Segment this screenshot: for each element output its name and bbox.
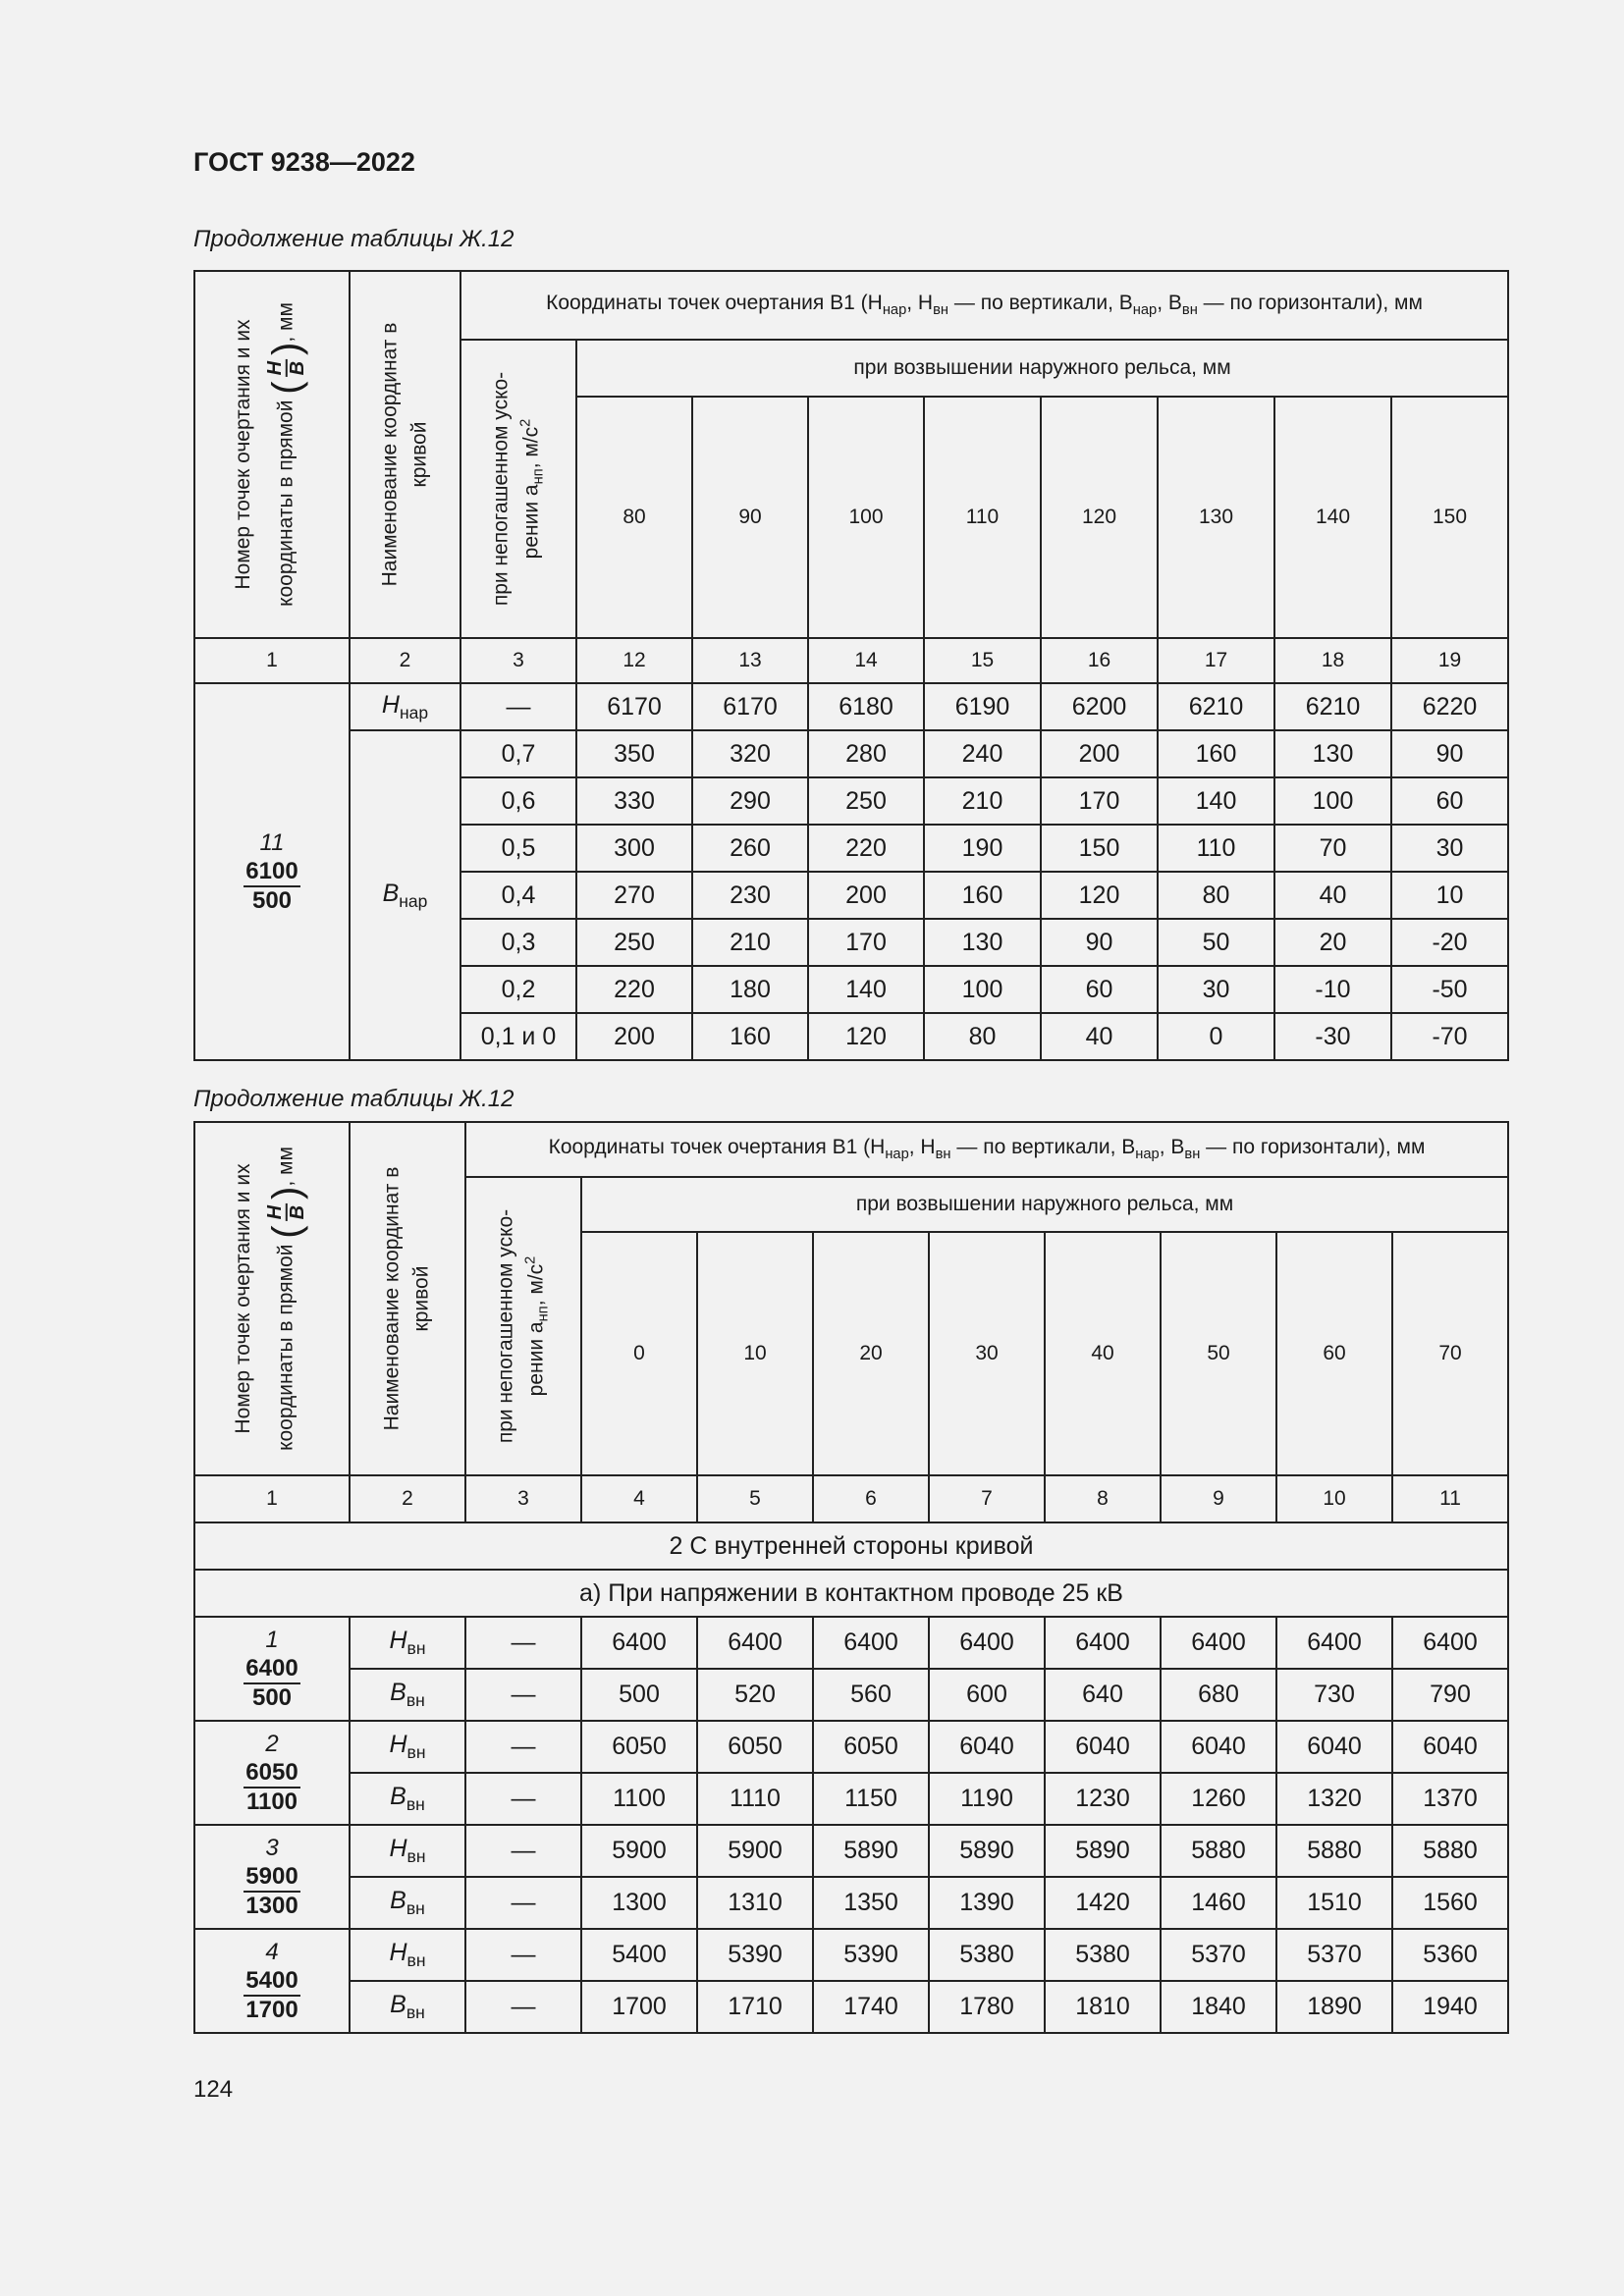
t1-b-value: 80 — [924, 1013, 1041, 1060]
t2-h-value: 6400 — [929, 1617, 1045, 1669]
t1-h-value: 6220 — [1391, 683, 1508, 730]
t1-b-value: 140 — [1158, 777, 1274, 825]
t1-h-accel: — — [460, 683, 576, 730]
t2-point-cell — [194, 1721, 350, 1825]
t2-subsection-title: а) При напряжении в контактном проводе 25 кВ — [194, 1570, 1508, 1617]
t1-elevation-5: 130 — [1158, 397, 1274, 638]
t1-col-number-7: 16 — [1041, 638, 1158, 683]
t2-hdr-point-coords: Номер точек очертания и их координаты в прямой ( H B ), мм — [194, 1122, 350, 1475]
t2-hdr-col1-line1: Номер точек очертания и их — [231, 1163, 254, 1434]
t1-b-value: 110 — [1158, 825, 1274, 872]
t1-b-value: 20 — [1274, 919, 1391, 966]
t1-b-value: 230 — [692, 872, 808, 919]
t2-h-accel: — — [465, 1721, 581, 1773]
t2-elevation-5: 50 — [1161, 1232, 1276, 1475]
page-number: 124 — [193, 2076, 234, 2103]
t2-b-value: 1840 — [1161, 1981, 1276, 2033]
t2-b-value: 1310 — [697, 1877, 813, 1929]
t1-b-value: 120 — [1041, 872, 1158, 919]
table-row — [194, 1721, 1508, 1773]
t2-h-accel: — — [465, 1617, 581, 1669]
t2-b-value: 1700 — [581, 1981, 697, 2033]
table-row — [194, 1773, 1508, 1825]
t2-h-value: 6040 — [1276, 1721, 1392, 1773]
table-row — [194, 1669, 1508, 1721]
t1-col-number-0: 1 — [194, 638, 350, 683]
t2-coord-b-letter: В — [390, 1991, 406, 2018]
t1-point-no: 11 — [259, 828, 285, 856]
t1-b-value: 0 — [1158, 1013, 1274, 1060]
t2-h-value: 5390 — [813, 1929, 929, 1981]
t1-b-value: 330 — [576, 777, 692, 825]
t2-coord-h-sub: вн — [406, 1742, 426, 1762]
t2-h-value: 6400 — [1161, 1617, 1276, 1669]
t2-b-value: 640 — [1045, 1669, 1161, 1721]
t2-b-value: 1560 — [1392, 1877, 1508, 1929]
t1-h-value: 6170 — [692, 683, 808, 730]
t1-b-value: 40 — [1274, 872, 1391, 919]
t2-coord-h-letter: Н — [389, 1731, 407, 1758]
t2-h-value: 5880 — [1276, 1825, 1392, 1877]
t2-point-cell — [194, 1825, 350, 1929]
t1-b-value: 150 — [1041, 825, 1158, 872]
t1-b-value: 90 — [1041, 919, 1158, 966]
t2-h-value: 6400 — [1045, 1617, 1161, 1669]
t2-col-number-3: 4 — [581, 1475, 697, 1522]
t2-h-value: 5900 — [581, 1825, 697, 1877]
t2-b-accel: — — [465, 1981, 581, 2033]
t1-b-value: 200 — [1041, 730, 1158, 777]
t2-b-value: 730 — [1276, 1669, 1392, 1721]
t2-section-title: 2 С внутренней стороны кривой — [194, 1522, 1508, 1570]
table1-caption: Продолжение таблицы Ж.12 — [193, 226, 514, 252]
t1-hdr-rail: при возвышении наружного рельса, мм — [576, 340, 1508, 397]
t1-b-value: 130 — [924, 919, 1041, 966]
t1-col-number-5: 14 — [808, 638, 924, 683]
t2-point-no: 1 — [265, 1626, 279, 1653]
t1-b-value: 60 — [1041, 966, 1158, 1013]
t1-b-value: 350 — [576, 730, 692, 777]
t2-coord-h-sub: вн — [406, 1638, 426, 1658]
t2-h-accel: — — [465, 1929, 581, 1981]
t1-accel: 0,5 — [460, 825, 576, 872]
t2-elevation-2: 20 — [813, 1232, 929, 1475]
t2-coord-h-letter: Н — [389, 1835, 407, 1862]
t2-hdr-frac-den: B — [287, 1204, 309, 1220]
t1-coord-b-letter: В — [382, 879, 400, 907]
t1-b-value: 30 — [1158, 966, 1274, 1013]
t2-b-value: 1230 — [1045, 1773, 1161, 1825]
t2-hdr-rail: при возвышении наружного рельса, мм — [581, 1177, 1508, 1232]
t1-point-cell — [194, 683, 350, 1060]
table-row — [194, 1825, 1508, 1877]
t1-elevation-7: 150 — [1391, 397, 1508, 638]
t1-b-value: 170 — [1041, 777, 1158, 825]
t1-b-value: 260 — [692, 825, 808, 872]
t1-b-value: 220 — [808, 825, 924, 872]
t2-b-value: 520 — [697, 1669, 813, 1721]
t1-b-value: 60 — [1391, 777, 1508, 825]
t1-b-value: 170 — [808, 919, 924, 966]
t1-b-value: 10 — [1391, 872, 1508, 919]
t2-b-value: 1350 — [813, 1877, 929, 1929]
t1-b-value: 100 — [1274, 777, 1391, 825]
t1-h-value: 6210 — [1158, 683, 1274, 730]
t1-elevation-1: 90 — [692, 397, 808, 638]
t1-accel: 0,7 — [460, 730, 576, 777]
t1-hdr-col1-unit: , мм — [274, 302, 298, 343]
t1-coord-h-letter: Н — [381, 690, 400, 719]
t2-h-value: 6050 — [813, 1721, 929, 1773]
t1-b-value: -20 — [1391, 919, 1508, 966]
t2-point-cell — [194, 1929, 350, 2033]
t2-b-value: 1320 — [1276, 1773, 1392, 1825]
t2-coord-b — [350, 1877, 465, 1929]
t2-b-value: 1940 — [1392, 1981, 1508, 2033]
table1 — [193, 270, 1509, 1061]
t2-b-accel: — — [465, 1773, 581, 1825]
t2-h-value: 6400 — [1276, 1617, 1392, 1669]
t2-b-value: 1260 — [1161, 1773, 1276, 1825]
t2-b-value: 1370 — [1392, 1773, 1508, 1825]
t1-b-value: 40 — [1041, 1013, 1158, 1060]
table-row — [194, 1929, 1508, 1981]
t1-col-number-9: 18 — [1274, 638, 1391, 683]
t1-accel: 0,4 — [460, 872, 576, 919]
t2-h-value: 5880 — [1161, 1825, 1276, 1877]
table2 — [193, 1121, 1509, 2034]
t1-hdr-coord-name — [350, 271, 460, 638]
t1-b-value: 180 — [692, 966, 808, 1013]
t2-coord-h-letter: Н — [389, 1627, 407, 1654]
t1-b-value: 160 — [1158, 730, 1274, 777]
t2-h-accel: — — [465, 1825, 581, 1877]
t2-col-number-5: 6 — [813, 1475, 929, 1522]
t1-b-value: -50 — [1391, 966, 1508, 1013]
t2-h-value: 5360 — [1392, 1929, 1508, 1981]
t2-point-h: 6050 — [244, 1759, 299, 1789]
t2-point-h: 5900 — [244, 1863, 299, 1893]
t2-b-accel: — — [465, 1669, 581, 1721]
t2-point-b: 1100 — [245, 1788, 298, 1815]
t2-elevation-6: 60 — [1276, 1232, 1392, 1475]
t2-point-no: 3 — [265, 1834, 279, 1861]
table2-caption: Продолжение таблицы Ж.12 — [193, 1086, 514, 1112]
t2-h-value: 5380 — [929, 1929, 1045, 1981]
t2-b-value: 1740 — [813, 1981, 929, 2033]
t1-b-value: 300 — [576, 825, 692, 872]
t1-b-value: 160 — [692, 1013, 808, 1060]
t1-col-number-1: 2 — [350, 638, 460, 683]
t1-coord-b-sub: нар — [399, 890, 428, 911]
t2-coord-b-letter: В — [390, 1887, 406, 1914]
t2-h-value: 6400 — [1392, 1617, 1508, 1669]
t1-hdr-accel: при непогашенном уско- рении $a_{нп}$, $м/с^2$ — [460, 340, 576, 638]
t2-point-no: 2 — [265, 1730, 279, 1757]
t2-h-value: 5390 — [697, 1929, 813, 1981]
t1-coord-h — [350, 683, 460, 730]
t1-col-number-10: 19 — [1391, 638, 1508, 683]
t1-b-value: -10 — [1274, 966, 1391, 1013]
t2-coord-b-letter: В — [390, 1783, 406, 1810]
t2-hdr-col1-unit: , мм — [274, 1147, 298, 1187]
t2-col-number-9: 10 — [1276, 1475, 1392, 1522]
t1-h-value: 6170 — [576, 683, 692, 730]
t2-hdr-frac-num: H — [264, 1204, 287, 1220]
t2-coord-h — [350, 1617, 465, 1669]
t2-coord-b-sub: вн — [406, 1898, 425, 1918]
t2-point-b: 1300 — [245, 1892, 298, 1919]
t2-h-value: 5370 — [1161, 1929, 1276, 1981]
t1-accel: 0,3 — [460, 919, 576, 966]
t2-h-value: 6050 — [697, 1721, 813, 1773]
t2-h-value: 5380 — [1045, 1929, 1161, 1981]
table-row — [194, 1877, 1508, 1929]
t2-hdr-top: Координаты точек очертания В1 ($Н_{нар}$, $Н_{вн}$ — по вертикали, $В_{нар}$, $В_{вн}$ — по горизонтали), мм — [465, 1122, 1508, 1177]
t2-b-value: 790 — [1392, 1669, 1508, 1721]
t1-b-value: 90 — [1391, 730, 1508, 777]
t1-hdr-col2-line2: кривой — [407, 421, 431, 488]
t2-h-value: 6040 — [1161, 1721, 1276, 1773]
t1-b-value: 50 — [1158, 919, 1274, 966]
t2-point-b: 500 — [251, 1683, 293, 1711]
t2-coord-b-letter: В — [390, 1679, 406, 1706]
t1-b-value: 200 — [576, 1013, 692, 1060]
t2-b-value: 1510 — [1276, 1877, 1392, 1929]
t1-b-value: 30 — [1391, 825, 1508, 872]
t2-elevation-3: 30 — [929, 1232, 1045, 1475]
t1-b-value: -30 — [1274, 1013, 1391, 1060]
t1-elevation-0: 80 — [576, 397, 692, 638]
t1-point-h: 6100 — [244, 858, 299, 887]
t2-coord-b — [350, 1773, 465, 1825]
t2-b-value: 1390 — [929, 1877, 1045, 1929]
t2-b-value: 1300 — [581, 1877, 697, 1929]
t1-hdr-col1-line2: координаты в прямой — [274, 400, 298, 607]
t2-b-value: 1100 — [581, 1773, 697, 1825]
t2-col-number-1: 2 — [350, 1475, 465, 1522]
t2-coord-h-letter: Н — [389, 1939, 407, 1966]
table-row — [194, 1617, 1508, 1669]
t2-b-value: 1420 — [1045, 1877, 1161, 1929]
t1-elevation-3: 110 — [924, 397, 1041, 638]
t2-h-value: 5890 — [1045, 1825, 1161, 1877]
t1-b-value: 120 — [808, 1013, 924, 1060]
t1-accel: 0,2 — [460, 966, 576, 1013]
t2-point-cell — [194, 1617, 350, 1721]
t2-h-value: 6050 — [581, 1721, 697, 1773]
t2-col-number-0: 1 — [194, 1475, 350, 1522]
table-row — [194, 1981, 1508, 2033]
t2-h-value: 5880 — [1392, 1825, 1508, 1877]
t2-h-value: 6400 — [581, 1617, 697, 1669]
t2-h-value: 5400 — [581, 1929, 697, 1981]
t1-b-value: 270 — [576, 872, 692, 919]
t1-elevation-4: 120 — [1041, 397, 1158, 638]
t2-col-number-2: 3 — [465, 1475, 581, 1522]
t2-coord-h — [350, 1825, 465, 1877]
t2-h-value: 5370 — [1276, 1929, 1392, 1981]
t2-hdr-accel: при непогашенном уско- рении $a_{нп}$, $м/с^2$ — [465, 1177, 581, 1475]
t2-b-value: 1190 — [929, 1773, 1045, 1825]
t2-b-value: 600 — [929, 1669, 1045, 1721]
t2-b-value: 1150 — [813, 1773, 929, 1825]
t2-coord-b-sub: вн — [406, 1794, 425, 1814]
t2-point-h: 5400 — [244, 1967, 299, 1997]
t2-b-value: 1890 — [1276, 1981, 1392, 2033]
t1-b-value: 280 — [808, 730, 924, 777]
t1-h-value: 6180 — [808, 683, 924, 730]
t1-h-value: 6210 — [1274, 683, 1391, 730]
t2-coord-b — [350, 1981, 465, 2033]
t2-elevation-1: 10 — [697, 1232, 813, 1475]
t2-col-number-6: 7 — [929, 1475, 1045, 1522]
t2-coord-h-sub: вн — [406, 1846, 426, 1866]
t1-b-value: 210 — [692, 919, 808, 966]
t1-b-value: 160 — [924, 872, 1041, 919]
t2-b-value: 1810 — [1045, 1981, 1161, 2033]
t2-col-number-7: 8 — [1045, 1475, 1161, 1522]
t1-b-value: 190 — [924, 825, 1041, 872]
t1-hdr-top: Координаты точек очертания В1 ($Н_{нар}$, $Н_{вн}$ — по вертикали, $В_{нар}$, $В_{вн}$ — по горизонтали), мм — [460, 271, 1508, 340]
t1-h-value: 6190 — [924, 683, 1041, 730]
t1-elevation-2: 100 — [808, 397, 924, 638]
t1-h-value: 6200 — [1041, 683, 1158, 730]
t1-col-number-3: 12 — [576, 638, 692, 683]
t2-col-number-8: 9 — [1161, 1475, 1276, 1522]
t2-coord-h — [350, 1929, 465, 1981]
t2-hdr-col1-line2: координаты в прямой — [274, 1244, 298, 1451]
t1-hdr-col1-line1: Номер точек очертания и их — [231, 319, 254, 590]
t1-hdr-col2-line1: Наименование координат в — [378, 322, 402, 587]
t2-elevation-4: 40 — [1045, 1232, 1161, 1475]
t2-col-number-10: 11 — [1392, 1475, 1508, 1522]
t1-hdr-frac-num: H — [264, 360, 287, 376]
t2-b-value: 1110 — [697, 1773, 813, 1825]
t1-b-value: 290 — [692, 777, 808, 825]
t1-accel: 0,1 и 0 — [460, 1013, 576, 1060]
t2-coord-h — [350, 1721, 465, 1773]
t1-accel: 0,6 — [460, 777, 576, 825]
t2-h-value: 6400 — [697, 1617, 813, 1669]
t2-b-accel: — — [465, 1877, 581, 1929]
t2-point-no: 4 — [265, 1938, 279, 1965]
t1-hdr-point-coords: Номер точек очертания и их координаты в прямой ( H B ), мм — [194, 271, 350, 638]
t2-b-value: 680 — [1161, 1669, 1276, 1721]
t2-coord-b-sub: вн — [406, 2002, 425, 2022]
t1-b-value: 210 — [924, 777, 1041, 825]
t2-b-value: 1780 — [929, 1981, 1045, 2033]
table-row — [194, 730, 1508, 777]
t1-b-value: 250 — [576, 919, 692, 966]
t2-h-value: 6040 — [1392, 1721, 1508, 1773]
t2-b-value: 500 — [581, 1669, 697, 1721]
t2-b-value: 1710 — [697, 1981, 813, 2033]
t1-col-number-8: 17 — [1158, 638, 1274, 683]
t2-b-value: 1460 — [1161, 1877, 1276, 1929]
t2-h-value: 6040 — [929, 1721, 1045, 1773]
t1-b-value: 220 — [576, 966, 692, 1013]
t2-elevation-7: 70 — [1392, 1232, 1508, 1475]
t1-b-value: 240 — [924, 730, 1041, 777]
t2-b-value: 560 — [813, 1669, 929, 1721]
t2-point-h: 6400 — [244, 1655, 299, 1684]
t1-hdr-frac-den: B — [287, 360, 309, 376]
t2-h-value: 5890 — [813, 1825, 929, 1877]
t2-elevation-0: 0 — [581, 1232, 697, 1475]
t1-b-value: 80 — [1158, 872, 1274, 919]
t1-b-value: 140 — [808, 966, 924, 1013]
t1-col-number-4: 13 — [692, 638, 808, 683]
t1-b-value: 320 — [692, 730, 808, 777]
t2-coord-h-sub: вн — [406, 1950, 426, 1970]
t2-h-value: 5900 — [697, 1825, 813, 1877]
t1-b-value: 130 — [1274, 730, 1391, 777]
t2-h-value: 6400 — [813, 1617, 929, 1669]
t1-elevation-6: 140 — [1274, 397, 1391, 638]
t1-col-number-6: 15 — [924, 638, 1041, 683]
t1-b-value: -70 — [1391, 1013, 1508, 1060]
t1-coord-b — [350, 730, 460, 1060]
t2-h-value: 6040 — [1045, 1721, 1161, 1773]
t1-point-b: 500 — [251, 886, 293, 914]
document-title: ГОСТ 9238—2022 — [193, 147, 415, 177]
t1-b-value: 200 — [808, 872, 924, 919]
t2-coord-b — [350, 1669, 465, 1721]
t1-coord-h-sub: нар — [399, 702, 429, 722]
t1-b-value: 100 — [924, 966, 1041, 1013]
t1-b-value: 250 — [808, 777, 924, 825]
t2-h-value: 5890 — [929, 1825, 1045, 1877]
t1-b-value: 70 — [1274, 825, 1391, 872]
t2-point-b: 1700 — [245, 1996, 298, 2023]
t2-hdr-coord-name: Наименование координат в кривой — [350, 1122, 465, 1475]
t2-coord-b-sub: вн — [406, 1690, 425, 1710]
t1-col-number-2: 3 — [460, 638, 576, 683]
t2-col-number-4: 5 — [697, 1475, 813, 1522]
